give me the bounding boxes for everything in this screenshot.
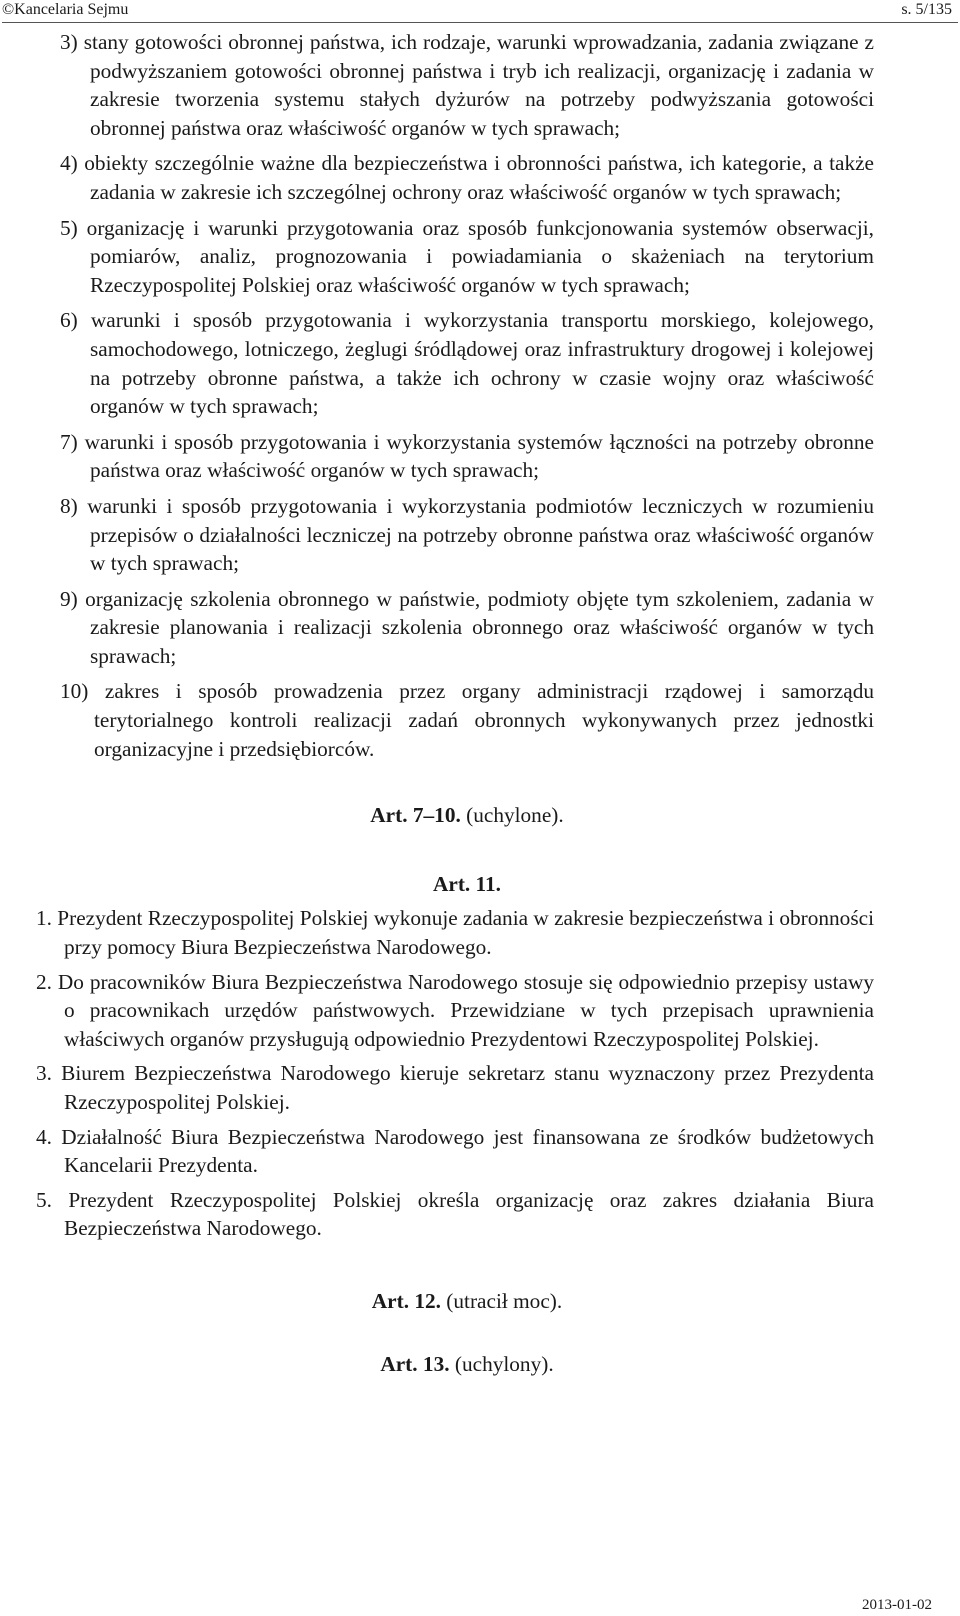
article-label: Art. 7–10. xyxy=(370,803,461,828)
page-header xyxy=(2,0,958,23)
list-item: 9) organizację szkolenia obronnego w państwie, podmioty objęte tym szkoleniem, zadania w zakresie planowania i realizacji szkolenia obronnego oraz właściwość organów w tych sprawach; xyxy=(60,586,874,668)
article-11-title xyxy=(60,870,874,899)
article-status: (uchylony). xyxy=(449,1351,554,1376)
article-status: (utracił moc). xyxy=(440,1288,563,1313)
article-label: Art. 13. xyxy=(380,1351,450,1376)
footer-date: 2013-01-02 xyxy=(862,1597,932,1613)
article-7-10 xyxy=(60,801,874,830)
paragraph: 3. Biurem Bezpieczeństwa Narodowego kieruje sekretarz stanu wyznaczony przez Prezydenta Rzeczypospolitej Polskiej. xyxy=(36,1061,874,1114)
article-12 xyxy=(60,1287,874,1316)
copyright-label: ©Kancelaria Sejmu xyxy=(2,1,129,18)
paragraph: 1. Prezydent Rzeczypospolitej Polskiej wykonuje zadania w zakresie bezpieczeństwa i obronności przy pomocy Biura Bezpieczeństwa Narodowego. xyxy=(36,906,874,960)
article-label: Art. 12. xyxy=(371,1288,441,1313)
page-number: s. 5/135 xyxy=(901,1,952,18)
list-item: 10) zakres i sposób prowadzenia przez organy administracji rządowej i samorządu terytorialnego kontroli realizacji zadań obronnych wykonywanych przez jednostki organizacyjne i przedsiębiorców. xyxy=(60,679,874,761)
list-item: 4) obiekty szczególnie ważne dla bezpieczeństwa i obronności państwa, ich kategorie, a także zadania w zakresie ich szczególnej ochrony oraz właściwość organów w tych sprawach; xyxy=(60,151,874,204)
article-label: Art. 11. xyxy=(432,871,502,896)
paragraph: 4. Działalność Biura Bezpieczeństwa Narodowego jest finansowana ze środków budżetowych Kancelarii Prezydenta. xyxy=(36,1124,874,1178)
list-item: 6) warunki i sposób przygotowania i wykorzystania transportu morskiego, kolejowego, samochodowego, lotniczego, żeglugi śródlądowej oraz infrastruktury drogowej i kolejowej na potrzeby obronne państwa, a także ich ochrony w czasie wojny oraz właściwość organów w tych sprawach; xyxy=(60,308,874,419)
article-13 xyxy=(60,1350,874,1379)
list-item: 3) stany gotowości obronnej państwa, ich rodzaje, warunki wprowadzania, zadania związane z podwyższaniem gotowości obronnej państwa i tryb ich realizacji, organizację i zadania w zakresie tworzenia systemu stałych dyżurów na potrzeby podwyższania gotowości obronnej państwa oraz właściwość organów w tych sprawach; xyxy=(60,30,874,140)
list-item: 8) warunki i sposób przygotowania i wykorzystania podmiotów leczniczych w rozumieniu przepisów o działalności leczniczej na potrzeby obronne państwa oraz właściwość organów w tych sprawach; xyxy=(60,493,874,576)
list-item: 5) organizację i warunki przygotowania oraz sposób funkcjonowania systemów obserwacji, pomiarów, analiz, prognozowania i powiadamiania o skażeniach na terytorium Rzeczypospolitej Polskiej oraz właściwość organów w tych sprawach; xyxy=(60,215,874,297)
paragraph: 2. Do pracowników Biura Bezpieczeństwa Narodowego stosuje się odpowiednio przepisy ustawy o pracownikach urzędów państwowych. Przewidziane w tych przepisach uprawnienia właściwych organów przysługują odpowiednio Prezydentowi Rzeczypospolitej Polskiej. xyxy=(36,969,874,1051)
document-body xyxy=(36,28,874,1396)
article-status: (uchylone). xyxy=(460,803,564,828)
list-item: 7) warunki i sposób przygotowania i wykorzystania systemów łączności na potrzeby obronne państwa oraz właściwość organów w tych sprawach; xyxy=(60,429,874,483)
paragraph: 5. Prezydent Rzeczypospolitej Polskiej określa organizację oraz zakres działania Biura Bezpieczeństwa Narodowego. xyxy=(36,1187,874,1241)
